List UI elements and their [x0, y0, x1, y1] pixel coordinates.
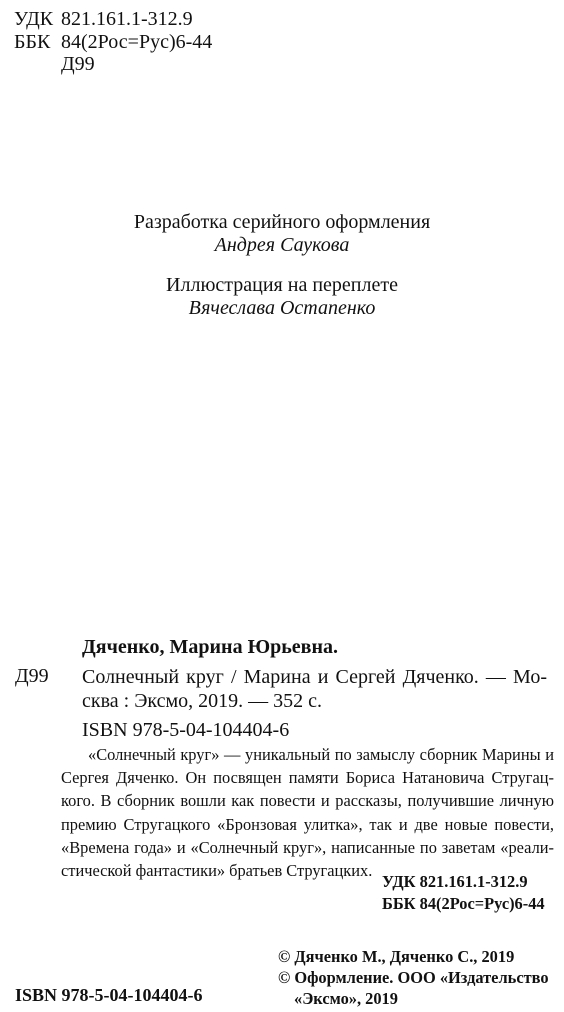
udk-bottom: УДК 821.161.1-312.9 [382, 872, 528, 891]
book-author: Дяченко, Марина Юрьевна. [82, 636, 338, 658]
udk-row [14, 8, 212, 31]
udk-label: УДК [14, 8, 54, 30]
catalog-mark: Д99 [15, 665, 49, 687]
isbn-bottom: ISBN 978-5-04-104404-6 [15, 985, 203, 1005]
bbk-value: 84(2Рос=Рус)6-44 [61, 30, 213, 53]
annotation-line: кого. В сборник вошли как повести и рассказы, получившие личную [61, 791, 554, 811]
classification-codes [14, 8, 212, 76]
annotation-line: стической фантастики» братьев Стругацких. [61, 861, 373, 881]
illustration-credit [0, 274, 564, 320]
annotation-line: Сергея Дяченко. Он посвящен памяти Бориса Натановича Стругац- [61, 768, 554, 788]
annotation-line: «Времена года» и «Солнечный круг», написанные по заветам «реали- [61, 837, 554, 857]
udk-value: 821.161.1-312.9 [61, 8, 193, 30]
copyright-line-2: © Оформление. ООО «Издательство [278, 968, 549, 987]
bbk-label: ББК [14, 30, 51, 53]
classification-codes-bottom [382, 871, 545, 915]
book-description [82, 665, 547, 713]
annotation-line: премию Стругацкого «Бронзовая улитка», так и две новые повести, [61, 814, 554, 834]
design-person: Андрея Саукова [214, 234, 350, 256]
annotation [61, 743, 554, 882]
annotation-line: «Солнечный круг» — уникальный по замыслу сборник Марины и [88, 745, 554, 764]
description-line-2: сква : Эксмо, 2019. — 352 с. [82, 690, 323, 712]
isbn: ISBN 978-5-04-104404-6 [82, 719, 290, 741]
copyright-line-3: «Эксмо», 2019 [294, 989, 398, 1008]
copyright-block [278, 946, 549, 1009]
illustration-person: Вячеслава Остапенко [188, 297, 376, 319]
bbk-row [14, 31, 212, 54]
description-line-1: Солнечный круг / Марина и Сергей Дяченко. — Мо- [82, 666, 547, 688]
design-label: Разработка серийного оформления [133, 211, 431, 233]
copyright-line-1: © Дяченко М., Дяченко С., 2019 [278, 947, 515, 966]
illustration-label: Иллюстрация на переплете [166, 274, 398, 296]
design-credit [0, 211, 564, 257]
bbk-bottom: ББК 84(2Рос=Рус)6-44 [382, 894, 545, 913]
author-mark: Д99 [61, 53, 95, 75]
